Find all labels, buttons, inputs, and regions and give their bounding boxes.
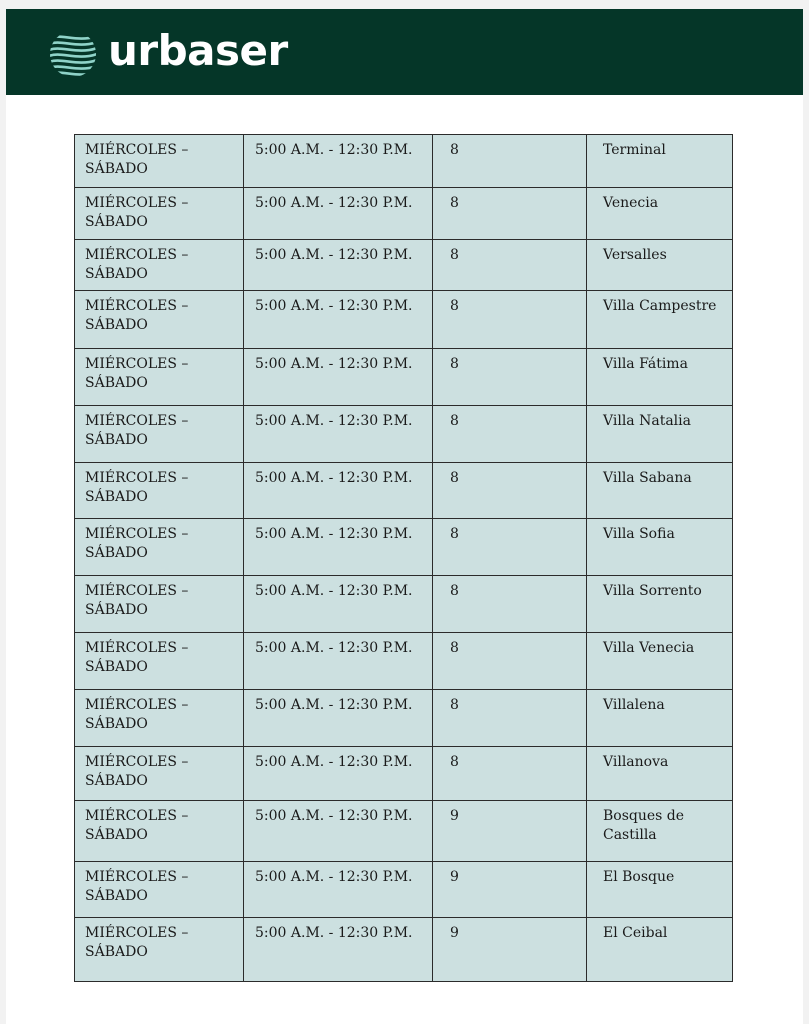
route-number-cell: 8 (433, 690, 587, 747)
table-row (75, 240, 733, 291)
neighborhood-cell: El Ceibal (587, 918, 733, 982)
table-row (75, 519, 733, 576)
neighborhood-cell: Villa Natalia (587, 406, 733, 463)
neighborhood-cell: Villa Sofia (587, 519, 733, 576)
day-start-text: MIÉRCOLES – (85, 754, 189, 770)
day-range-cell (75, 633, 244, 690)
day-start-text: MIÉRCOLES – (85, 808, 189, 824)
day-start-text: MIÉRCOLES – (85, 356, 189, 372)
day-start-text: MIÉRCOLES – (85, 195, 189, 211)
time-range-cell: 5:00 A.M. - 12:30 P.M. (244, 747, 433, 801)
wave-globe-logo-icon (49, 30, 97, 78)
table-row (75, 747, 733, 801)
route-number-cell: 8 (433, 349, 587, 406)
neighborhood-cell: Villa Fátima (587, 349, 733, 406)
day-range-cell (75, 349, 244, 406)
day-end-text: SÁBADO (85, 944, 148, 960)
route-number-cell: 9 (433, 918, 587, 982)
route-number-cell: 8 (433, 463, 587, 519)
day-start-text: MIÉRCOLES – (85, 640, 189, 656)
day-start-text: MIÉRCOLES – (85, 925, 189, 941)
time-range-cell: 5:00 A.M. - 12:30 P.M. (244, 349, 433, 406)
route-number-cell: 8 (433, 135, 587, 188)
neighborhood-cell: Villanova (587, 747, 733, 801)
day-end-text: SÁBADO (85, 545, 148, 561)
day-end-text: SÁBADO (85, 602, 148, 618)
day-end-text: SÁBADO (85, 773, 148, 789)
day-start-text: MIÉRCOLES – (85, 583, 189, 599)
table-row (75, 406, 733, 463)
day-range-cell (75, 801, 244, 862)
route-number-cell: 8 (433, 747, 587, 801)
day-range-cell (75, 918, 244, 982)
table-row (75, 576, 733, 633)
day-end-text: SÁBADO (85, 214, 148, 230)
day-start-text: MIÉRCOLES – (85, 298, 189, 314)
time-range-cell: 5:00 A.M. - 12:30 P.M. (244, 406, 433, 463)
collection-schedule-table (74, 134, 733, 982)
time-range-cell: 5:00 A.M. - 12:30 P.M. (244, 291, 433, 349)
time-range-cell: 5:00 A.M. - 12:30 P.M. (244, 519, 433, 576)
neighborhood-cell: Villa Sabana (587, 463, 733, 519)
day-start-text: MIÉRCOLES – (85, 869, 189, 885)
time-range-cell: 5:00 A.M. - 12:30 P.M. (244, 463, 433, 519)
day-end-text: SÁBADO (85, 888, 148, 904)
day-end-text: SÁBADO (85, 432, 148, 448)
day-end-text: SÁBADO (85, 266, 148, 282)
neighborhood-cell: Villa Sorrento (587, 576, 733, 633)
day-range-cell (75, 135, 244, 188)
table-row (75, 188, 733, 240)
neighborhood-cell: Villa Campestre (587, 291, 733, 349)
day-range-cell (75, 188, 244, 240)
time-range-cell: 5:00 A.M. - 12:30 P.M. (244, 188, 433, 240)
time-range-cell: 5:00 A.M. - 12:30 P.M. (244, 690, 433, 747)
route-number-cell: 8 (433, 240, 587, 291)
brand-wordmark: urbaser (108, 26, 288, 75)
table-row (75, 463, 733, 519)
route-number-cell: 9 (433, 801, 587, 862)
day-end-text: SÁBADO (85, 375, 148, 391)
neighborhood-cell: El Bosque (587, 862, 733, 918)
day-end-text: SÁBADO (85, 317, 148, 333)
day-range-cell (75, 406, 244, 463)
day-start-text: MIÉRCOLES – (85, 470, 189, 486)
route-number-cell: 8 (433, 406, 587, 463)
day-end-text: SÁBADO (85, 489, 148, 505)
day-range-cell (75, 690, 244, 747)
table-row (75, 349, 733, 406)
route-number-cell: 9 (433, 862, 587, 918)
neighborhood-cell: Venecia (587, 188, 733, 240)
time-range-cell: 5:00 A.M. - 12:30 P.M. (244, 862, 433, 918)
route-number-cell: 8 (433, 291, 587, 349)
day-start-text: MIÉRCOLES – (85, 526, 189, 542)
day-end-text: SÁBADO (85, 659, 148, 675)
neighborhood-cell: Bosques de Castilla (587, 801, 733, 862)
neighborhood-cell: Villalena (587, 690, 733, 747)
day-range-cell (75, 463, 244, 519)
time-range-cell: 5:00 A.M. - 12:30 P.M. (244, 576, 433, 633)
route-number-cell: 8 (433, 519, 587, 576)
day-start-text: MIÉRCOLES – (85, 247, 189, 263)
time-range-cell: 5:00 A.M. - 12:30 P.M. (244, 135, 433, 188)
route-number-cell: 8 (433, 576, 587, 633)
neighborhood-cell: Versalles (587, 240, 733, 291)
day-range-cell (75, 291, 244, 349)
header-banner (6, 9, 803, 95)
time-range-cell: 5:00 A.M. - 12:30 P.M. (244, 240, 433, 291)
time-range-cell: 5:00 A.M. - 12:30 P.M. (244, 633, 433, 690)
day-range-cell (75, 862, 244, 918)
table-row (75, 918, 733, 982)
document-page (6, 9, 803, 1024)
table-row (75, 690, 733, 747)
table-row (75, 801, 733, 862)
day-range-cell (75, 519, 244, 576)
time-range-cell: 5:00 A.M. - 12:30 P.M. (244, 918, 433, 982)
day-start-text: MIÉRCOLES – (85, 413, 189, 429)
table-row (75, 291, 733, 349)
day-end-text: SÁBADO (85, 716, 148, 732)
time-range-cell: 5:00 A.M. - 12:30 P.M. (244, 801, 433, 862)
table-row (75, 633, 733, 690)
schedule-table-body (75, 135, 733, 982)
table-row (75, 135, 733, 188)
day-range-cell (75, 240, 244, 291)
day-start-text: MIÉRCOLES – (85, 697, 189, 713)
day-range-cell (75, 747, 244, 801)
day-end-text: SÁBADO (85, 161, 148, 177)
neighborhood-cell: Villa Venecia (587, 633, 733, 690)
route-number-cell: 8 (433, 188, 587, 240)
day-range-cell (75, 576, 244, 633)
day-start-text: MIÉRCOLES – (85, 142, 189, 158)
route-number-cell: 8 (433, 633, 587, 690)
day-end-text: SÁBADO (85, 827, 148, 843)
neighborhood-cell: Terminal (587, 135, 733, 188)
table-row (75, 862, 733, 918)
